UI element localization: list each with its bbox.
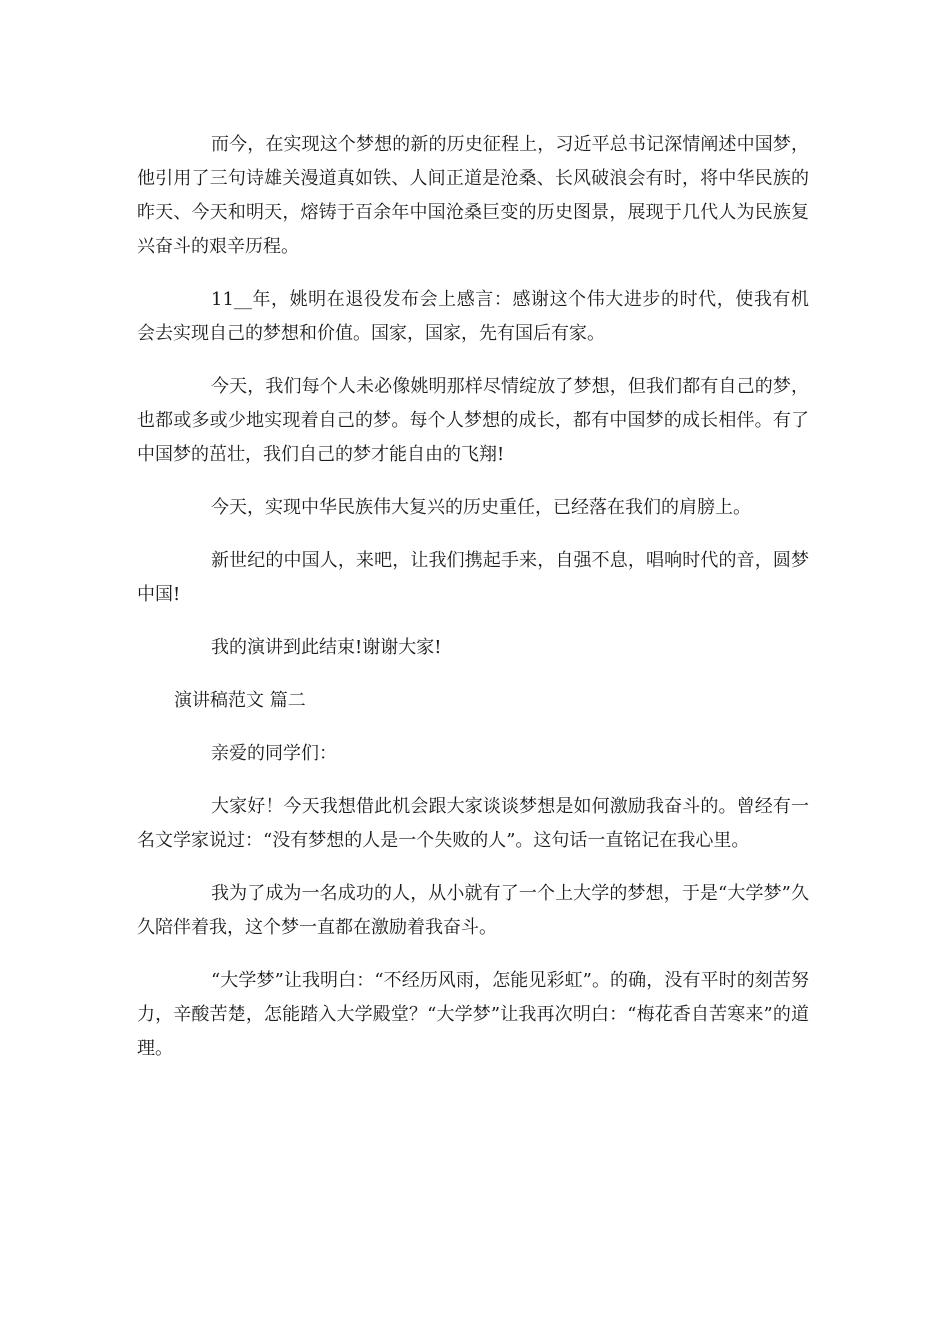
paragraph: 而今，在实现这个梦想的新的历史征程上，习近平总书记深情阐述中国梦，他引用了三句诗雄关漫道真如铁、人间正道是沧桑、长风破浪会有时，将中华民族的昨天、今天和明天，熔铸于百余年中国沧桑巨变的历史图景，展现于几代人为民族复兴奋斗的艰辛历程。 xyxy=(137,134,809,257)
paragraph: 11__年，姚明在退役发布会上感言：感谢这个伟大进步的时代，使我有机会去实现自己的梦想和价值。国家，国家，先有国后有家。 xyxy=(137,289,809,344)
paragraph: 大家好！今天我想借此机会跟大家谈谈梦想是如何激励我奋斗的。曾经有一名文学家说过：“没有梦想的人是一个失败的人”。这句话一直铭记在我心里。 xyxy=(137,796,809,851)
paragraph: 今天，我们每个人未必像姚明那样尽情绽放了梦想，但我们都有自己的梦，也都或多或少地实现着自己的梦。每个人梦想的成长，都有中国梦的成长相伴。有了中国梦的茁壮，我们自己的梦才能自由的飞翔! xyxy=(137,376,809,465)
paragraph: 我的演讲到此结束!谢谢大家! xyxy=(211,637,442,658)
section-heading: 演讲稿范文 篇二 xyxy=(174,690,306,711)
paragraph: 我为了成为一名成功的人，从小就有了一个上大学的梦想，于是“大学梦”久久陪伴着我，这个梦一直都在激励着我奋斗。 xyxy=(137,883,809,938)
paragraph: 新世纪的中国人，来吧，让我们携起手来，自强不息，唱响时代的音，圆梦中国! xyxy=(137,550,809,605)
salutation: 亲爱的同学们： xyxy=(211,743,337,764)
paragraph: 今天，实现中华民族伟大复兴的历史重任，已经落在我们的肩膀上。 xyxy=(211,497,751,518)
paragraph: “大学梦”让我明白：“不经历风雨，怎能见彩虹”。的确，没有平时的刻苦努力，辛酸苦楚，怎能踏入大学殿堂？“大学梦”让我再次明白：“梅花香自苦寒来”的道理。 xyxy=(137,970,809,1059)
document-page xyxy=(137,128,809,1085)
